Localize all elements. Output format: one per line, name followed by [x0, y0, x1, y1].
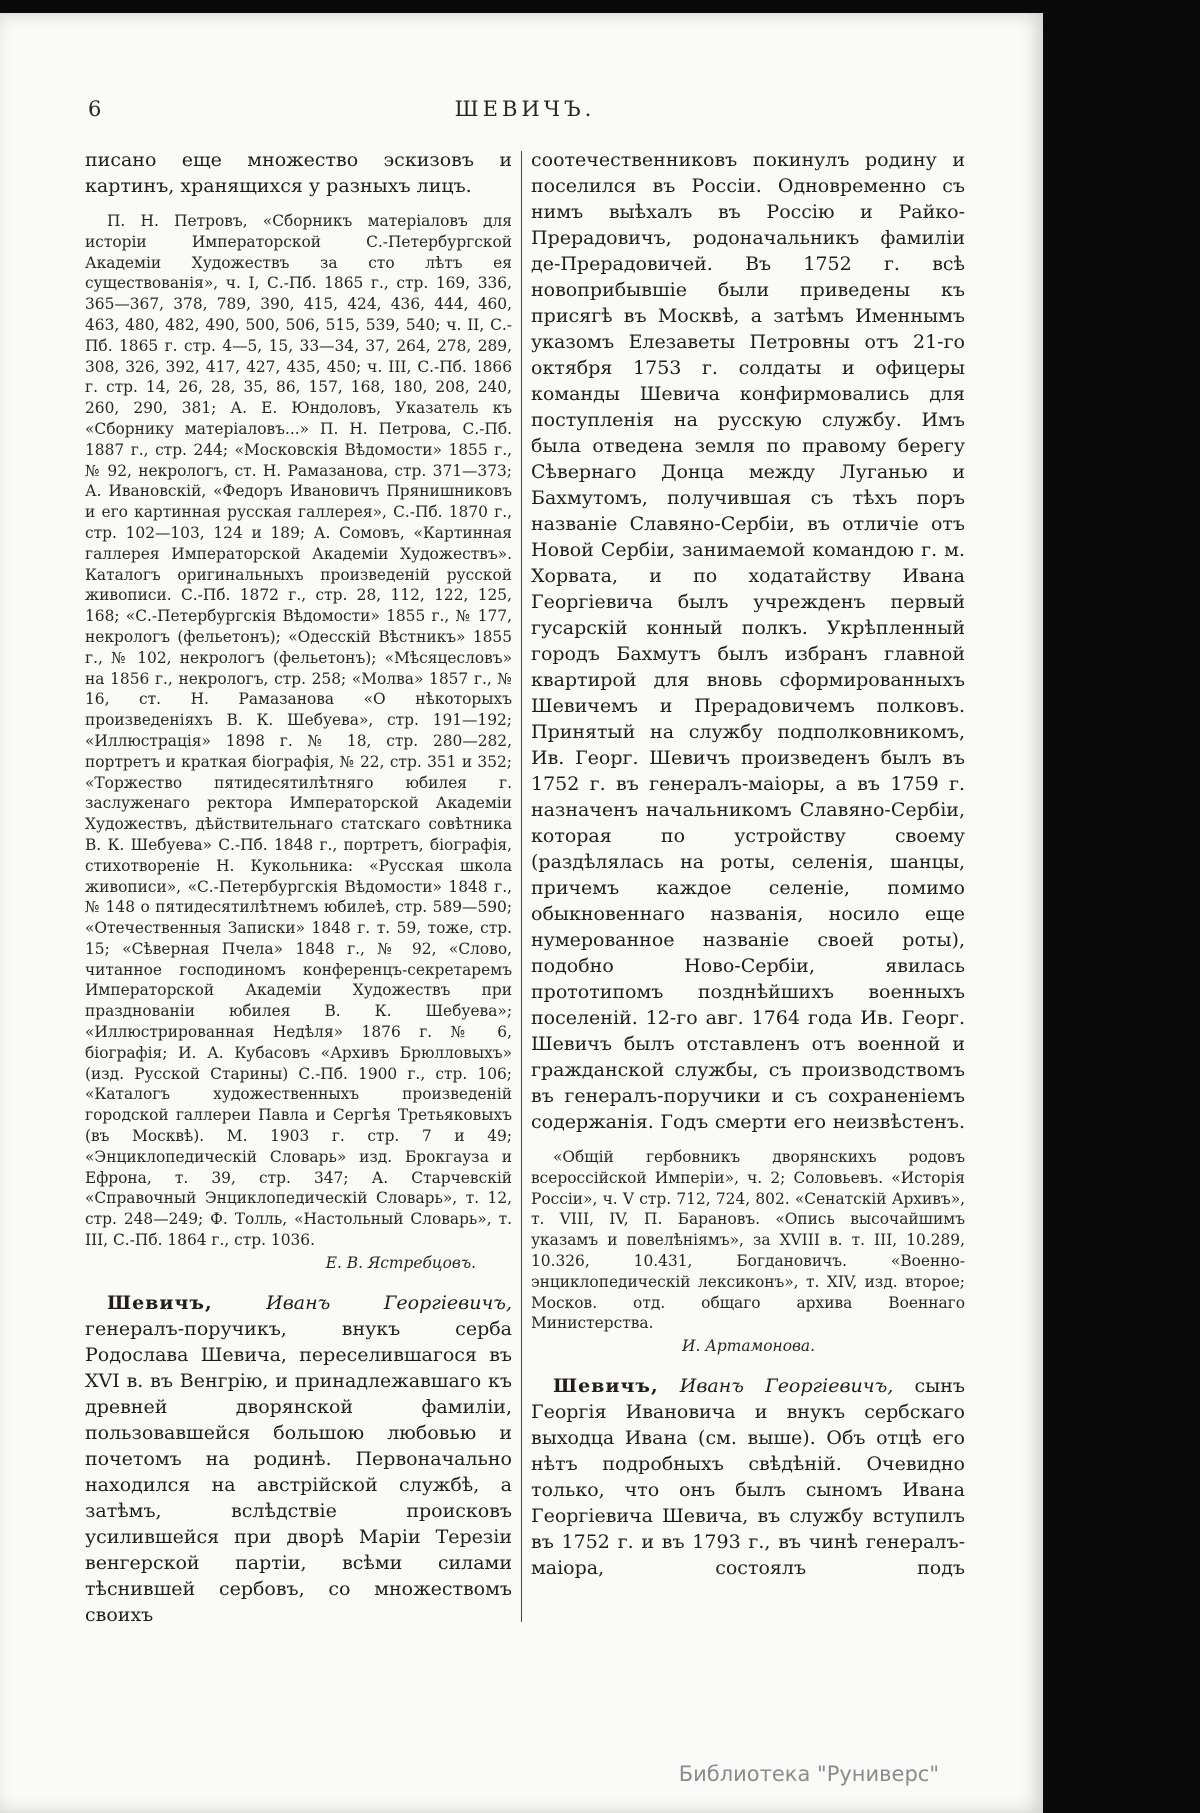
bibliography-paragraph: П. Н. Петровъ, «Сборникъ матеріаловъ для исторіи Императорской С.-Петербургской Академіи Художествъ за сто лѣтъ ея существованія», ч. I, С.-Пб. 1865 г., стр. 169, 336, 365—367, 378, 789, 390, 415, 424, 436, 444, 460, 463, 480, 482, 490, 500, 506, 515, 539, 540; ч. II, С.-Пб. 1865 г. стр. 4—5, 15, 33—34, 37, 264, 278, 289, 308, 326, 392, 417, 427, 435, 450; ч. III, С.-Пб. 1866 г. стр. 14, 26, 28, 35, 86, 157, 168, 180, 208, 240, 260, 290, 381; А. Е. Юндоловъ, Указатель къ «Сборнику матеріаловъ...» П. Н. Петрова, С.-Пб. 1887 г., стр. 244; «Московскія Вѣдомости» 1855 г., № 92, некрологъ, ст. Н. Рамазанова, стр. 371—373; А. Ивановскій, «Федоръ Ивановичъ Прянишниковъ и его картинная русская галлерея», С.-Пб. 1870 г., стр. 102—103, 124 и 189; А. Сомовъ, «Картинная галлерея Императорской Академіи Художествъ». Каталогъ оригинальныхъ произведеній русской живописи. С.-Пб. 1872 г., стр. 28, 112, 122, 125, 168; «С.-Петербургскія Вѣдомости» 1855 г., № 177, некрологъ (фельетонъ); «Одесскій Вѣстникъ» 1855 г., № 102, некрологъ (фельетонъ); «Мѣсяцесловъ» на 1856 г., некрологъ, стр. 258; «Молва» 1857 г., № 16, ст. Н. Рамазанова «О нѣкоторыхъ произведеніяхъ В. К. Шебуева», стр. 191—192; «Иллюстрація» 1898 г. № 18, стр. 280—282, портретъ и краткая біографія, № 22, стр. 351 и 352; «Торжество пятидесятилѣтняго юбилея г. заслуженаго ректора Императорской Академіи Художествъ, дѣйствительнаго статскаго совѣтника В. К. Шебуева» С.-Пб. 1848 г., портретъ, біографія, стихотвореніе Н. Кукольника: «Русская школа живописи», «С.-Петербургскія Вѣдомости» 1848 г., № 148 о пятидесятилѣтнемъ юбилеѣ, стр. 589—590; «Отечественныя Записки» 1848 г. т. 59, тоже, стр. 15; «Сѣверная Пчела» 1848 г., № 92, «Слово, читанное господиномъ конференцъ-секретаремъ Императорской Академіи Художествъ при празднованіи юбилея В. К. Шебуева»; «Иллюстрированная Недѣля» 1876 г. № 6, біографія; И. А. Кубасовъ «Архивъ Брюлловыхъ» (изд. Русской Старины) С.-Пб. 1900 г., стр. 106; «Каталогъ художественныхъ произведеній городской галлереи Павла и Сергѣя Третьяковыхъ (въ Москвѣ). М. 1903 г. стр. 7 и 49; «Энциклопедическій Словарь» изд. Брокгауза и Ефрона, т. 39, стр. 347; А. Старчевскій «Справочный Энциклопедическій Словарь», т. 12, стр. 248—249; Ф. Толль, «Настольный Словарь», т. III, С.-Пб. 1864 г., стр. 1036. — [85, 212, 512, 1250]
text-columns — [85, 147, 965, 1628]
running-title: ШЕВИЧЪ. — [454, 97, 596, 121]
entry-headword: Шевичъ, — [553, 1374, 659, 1397]
column-divider-rule — [521, 151, 522, 1622]
entry-person-name: Иванъ Георгіевичъ, — [679, 1374, 894, 1397]
paper-sheet — [0, 13, 1043, 1813]
entry-paragraph — [85, 1290, 512, 1628]
entry-paragraph — [531, 1373, 965, 1581]
entry-headword: Шевичъ, — [107, 1291, 213, 1314]
entry-person-name: Иванъ Георгіевичъ, — [266, 1291, 512, 1314]
entry-text: сынъ Георгія Ивановича и внукъ сербскаго выходца Ивана (см. выше). Объ отцѣ его нѣтъ подробныхъ свѣдѣній. Очевидно только, что онъ былъ сыномъ Ивана Георгіевича Шевича, въ службу вступилъ въ 1752 г. и въ 1793 г., въ чинѣ генералъ-маіора, состоялъ подъ — [531, 1374, 965, 1579]
library-watermark: Библиотека "Руниверс" — [678, 1762, 939, 1786]
right-column — [531, 147, 965, 1628]
bibliography-paragraph: «Общій гербовникъ дворянскихъ родовъ всероссійской Имперіи», ч. 2; Соловьевъ. «Исторія Россіи», ч. V стр. 712, 724, 802. «Сенатскій Архивъ», т. VIII, IV, П. Барановъ. «Опись высочайшимъ указамъ и повелѣніямъ», за XVIII в. т. III, 10.289, 10.326, 10.431, Богдановичъ. «Военно-энциклопедическій лексиконъ», т. XIV, изд. второе; Москов. отд. общаго архива Военнаго Министерства. — [531, 1148, 965, 1333]
author-signature: И. Артамонова. — [682, 1337, 815, 1356]
left-column — [85, 147, 512, 1628]
entry-text: генералъ-поручикъ, внукъ серба Родослава Шевича, переселившагося въ XVI в. въ Венгрію, и принадлежавшаго къ древней дворянской фамиліи, пользовавшейся большою любовью и почетомъ на родинѣ. Первоначально находился на австрійской службѣ, а затѣмъ, вслѣдствіе происковъ усилившейся при дворѣ Маріи Терезіи венгерской партіи, всѣми силами тѣснившей сербовъ, со множествомъ своихъ — [85, 1317, 512, 1626]
author-signature: Е. В. Ястребцовъ. — [325, 1253, 476, 1272]
continuation-paragraph: соотечественниковъ покинулъ родину и поселился въ Россіи. Одновременно съ нимъ выѣхалъ въ Россію и Райко-Прерадовичъ, родоначальникъ фамиліи де-Прерадовичей. Въ 1752 г. всѣ новоприбывшіе были приведены къ присягѣ въ Москвѣ, а затѣмъ Именнымъ указомъ Елезаветы Петровны отъ 21-го октября 1753 г. солдаты и офицеры команды Шевича конфирмовались для поступленія на русскую службу. Имъ была отведена земля по правому берегу Сѣвернаго Донца между Луганью и Бахмутомъ, получившая съ тѣхъ поръ названіе Славяно-Сербіи, въ отличіе отъ Новой Сербіи, занимаемой командою г. м. Хорвата, и по ходатайству Ивана Георгіевича былъ учрежденъ первый гусарскій конный полкъ. Укрѣпленный городъ Бахмутъ былъ избранъ главной квартирой для вновь сформированныхъ Шевичемъ и Прерадовичемъ полковъ. Принятый на службу подполковникомъ, Ив. Георг. Шевичъ произведенъ былъ въ 1752 г. въ генералъ-маіоры, а въ 1759 г. назначенъ начальникомъ Славяно-Сербіи, которая по устройству своему (раздѣлялась на роты, селенія, шанцы, причемъ каждое селеніе, помимо обыкновеннаго названія, носило еще нумерованное названіе своей роты), подобно Ново-Сербіи, явилась прототипомъ позднѣйшихъ военныхъ поселеній. 12-го авг. 1764 года Ив. Георг. Шевичъ былъ отставленъ отъ военной и гражданской службы, съ производствомъ въ генералъ-поручики и съ сохраненіемъ содержанія. Годъ смерти его неизвѣстенъ. — [531, 149, 965, 1133]
continuation-paragraph: писано еще множество эскизовъ и картинъ, хранящихся у разныхъ лицъ. — [85, 149, 512, 197]
page-number: 6 — [88, 97, 102, 121]
